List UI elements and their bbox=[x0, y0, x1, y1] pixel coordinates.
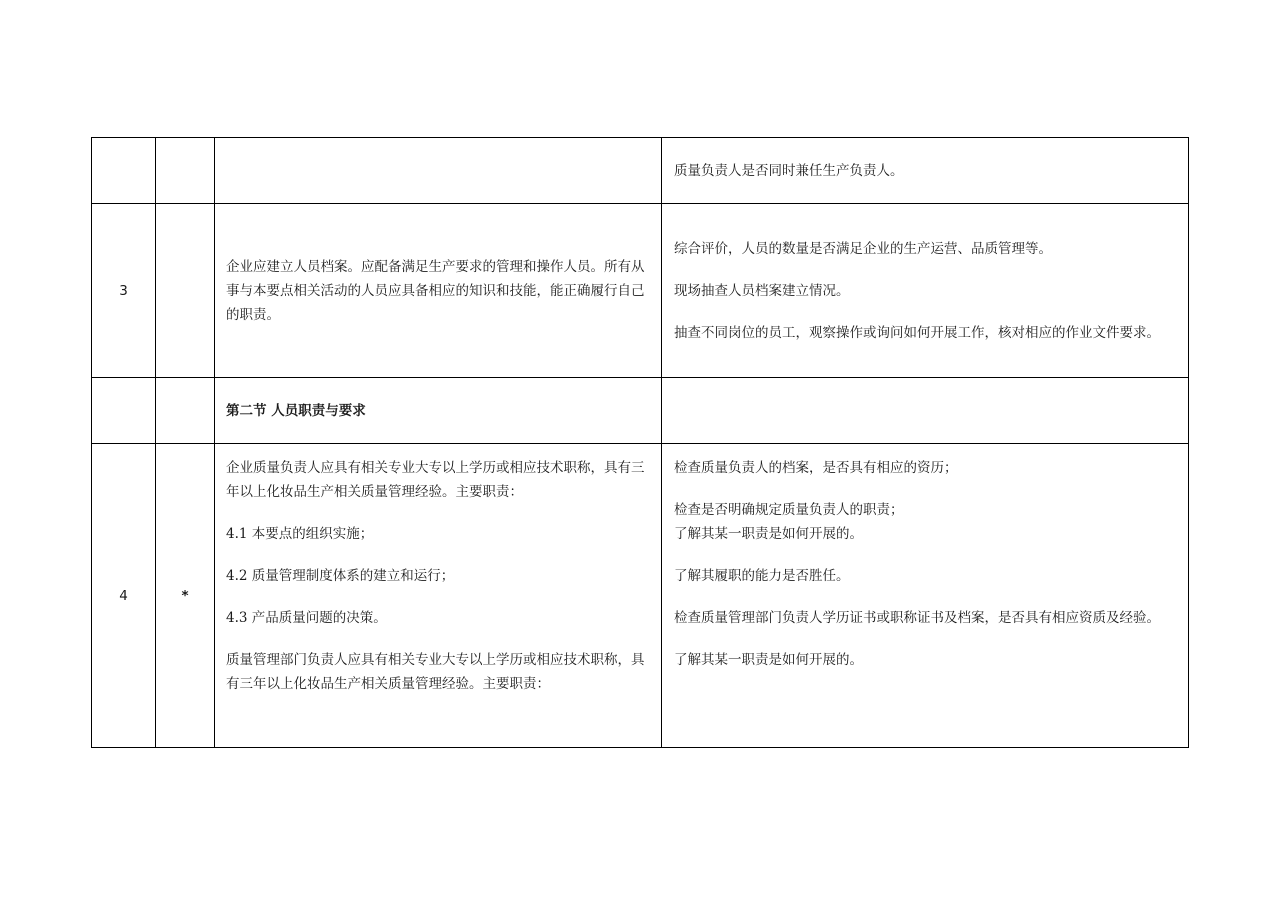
check-text: 检查是否明确规定质量负责人的职责； bbox=[674, 502, 904, 518]
check-text: 综合评价，人员的数量是否满足企业的生产运营、品质管理等。 bbox=[674, 240, 1052, 257]
requirement-cell bbox=[215, 204, 662, 378]
requirement-text: 企业应建立人员档案。应配备满足生产要求的管理和操作人员。所有从事与本要点相关活动的人员应具备相应的知识和技能，能正确履行自己的职责。 bbox=[226, 258, 645, 323]
requirement-cell bbox=[215, 444, 662, 748]
inspection-table bbox=[91, 137, 1189, 748]
key-item-mark-cell: * bbox=[156, 444, 215, 748]
section-title-cell bbox=[215, 378, 662, 444]
key-item-mark-cell bbox=[156, 138, 215, 204]
key-item-mark-cell bbox=[156, 204, 215, 378]
requirement-text: 4.1 本要点的组织实施； bbox=[226, 526, 374, 542]
row-number-cell bbox=[92, 138, 156, 204]
requirement-cell bbox=[215, 138, 662, 204]
section-title: 第二节 人员职责与要求 bbox=[226, 402, 366, 419]
row-number-cell: 3 bbox=[92, 204, 156, 378]
table-row bbox=[92, 204, 1189, 378]
requirement-text: 4.2 质量管理制度体系的建立和运行； bbox=[226, 568, 455, 584]
row-number-cell bbox=[92, 378, 156, 444]
table-row bbox=[92, 444, 1189, 748]
key-item-mark-cell bbox=[156, 378, 215, 444]
check-text: 抽查不同岗位的员工，观察操作或询问如何开展工作，核对相应的作业文件要求。 bbox=[674, 324, 1160, 341]
requirement-text: 质量管理部门负责人应具有相关专业大专以上学历或相应技术职称，具有三年以上化妆品生产相关质量管理经验。主要职责： bbox=[226, 652, 645, 692]
check-method-cell bbox=[662, 204, 1189, 378]
check-method-cell bbox=[662, 378, 1189, 444]
check-method-cell bbox=[662, 444, 1189, 748]
row-number-cell: 4 bbox=[92, 444, 156, 748]
check-text: 质量负责人是否同时兼任生产负责人。 bbox=[674, 162, 904, 179]
check-text: 了解其履职的能力是否胜任。 bbox=[674, 568, 850, 584]
check-text: 了解其某一职责是如何开展的。 bbox=[674, 652, 863, 668]
requirement-text: 企业质量负责人应具有相关专业大专以上学历或相应技术职称，具有三年以上化妆品生产相关质量管理经验。主要职责： bbox=[226, 460, 645, 500]
requirement-text: 4.3 产品质量问题的决策。 bbox=[226, 610, 387, 626]
check-text: 检查质量负责人的档案，是否具有相应的资历； bbox=[674, 460, 958, 476]
check-text: 现场抽查人员档案建立情况。 bbox=[674, 282, 850, 299]
check-text: 检查质量管理部门负责人学历证书或职称证书及档案，是否具有相应资质及经验。 bbox=[674, 610, 1160, 626]
table-row bbox=[92, 378, 1189, 444]
check-text: 了解其某一职责是如何开展的。 bbox=[674, 526, 863, 542]
check-method-cell bbox=[662, 138, 1189, 204]
table-row bbox=[92, 138, 1189, 204]
